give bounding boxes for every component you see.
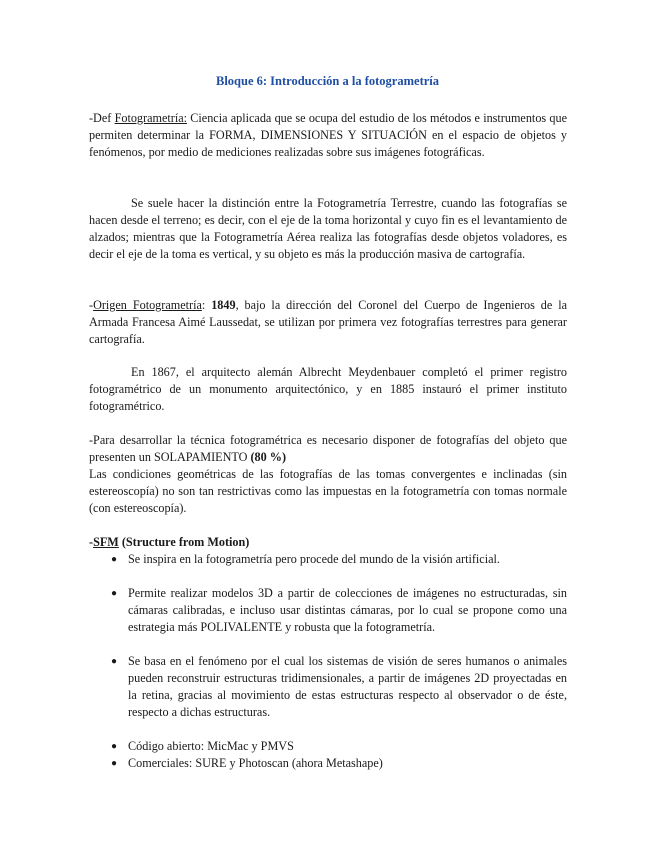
sfm-heading-dash: - (89, 535, 94, 549)
bullet-icon: ● (111, 588, 118, 599)
list-item-text: Código abierto: MicMac y PMVS (128, 739, 294, 753)
overlap-text: -Para desarrollar la técnica fotogramétrica es necesario disponer de fotografías del objeto que presenten un SOLAPAMIENTO (89, 433, 567, 464)
conditions-paragraph: Las condiciones geométricas de las fotografías de las tomas convergentes e inclinadas (sin estereoscopía) no son tan restrictivas como las impuestas en la fotogrametría con tomas normale (con estereoscopía). (89, 467, 567, 515)
list-item-text: Permite realizar modelos 3D a partir de colecciones de imágenes no estructuradas, sin cámaras calibradas, e incluso usar distintas cámaras, por lo cual se propone como una estrategia más POLIVALENTE y robusta que la fotogrametría. (128, 586, 567, 634)
sfm-heading (89, 534, 567, 551)
overlap-paragraph (89, 432, 567, 466)
definition-paragraph (89, 110, 567, 161)
list-item (89, 653, 567, 721)
list-item-text: Se basa en el fenómeno por el cual los sistemas de visión de seres humanos o animales pueden reconstruir estructuras tridimensionales, a partir de imágenes 2D proyectadas en la retina, gracias al movimiento de estas estructuras respecto al observador o de éste, respecto a dichas estructuras. (128, 654, 567, 719)
bullet-icon: ● (111, 758, 118, 769)
list-item (89, 551, 567, 568)
origin-colon: : (201, 298, 212, 312)
bullet-icon: ● (111, 554, 118, 565)
origin-text: , bajo la dirección del Coronel del Cuerpo de Ingenieros de la Armada Francesa Aimé Laussedat, se utilizan por primera vez fotografías terrestres para generar cartografía. (89, 298, 568, 346)
list-item (89, 738, 567, 755)
origin-paragraph (89, 297, 567, 348)
list-item (89, 755, 567, 772)
bullet-icon: ● (111, 656, 118, 667)
meydenbauer-paragraph: En 1867, el arquitecto alemán Albrecht Meydenbauer completó el primer registro fotogramétrico de un monumento arquitectónico, y en 1885 instauró el primer instituto fotogramétrico. (89, 365, 567, 413)
list-item-text: Se inspira en la fotogrametría pero procede del mundo de la visión artificial. (128, 552, 500, 566)
list-item-text: Comerciales: SURE y Photoscan (ahora Metashape) (128, 756, 383, 770)
bullet-icon: ● (111, 741, 118, 752)
overlap-value: (80 %) (250, 450, 287, 464)
list-item (89, 585, 567, 636)
sfm-heading-rest: (Structure from Motion) (118, 535, 250, 549)
document-title: Bloque 6: Introducción a la fotogrametría (215, 74, 440, 88)
definition-term: Fotogrametría: (114, 111, 188, 125)
definition-text: Ciencia aplicada que se ocupa del estudio de los métodos e instrumentos que permiten determinar la FORMA, DIMENSIONES Y SITUACIÓN en el espacio de objetos y fenómenos, por medio de mediciones realizadas sobre sus imágenes fotográficas. (89, 111, 567, 159)
origin-prefix: - (89, 298, 94, 312)
sfm-heading-acronym: SFM (93, 535, 119, 549)
origin-term: Origen Fotogrametría (93, 298, 202, 312)
origin-year: 1849 (211, 298, 236, 312)
distinction-paragraph: Se suele hacer la distinción entre la Fotogrametría Terrestre, cuando las fotografías se hacen desde el terreno; es decir, con el eje de la toma horizontal y cuyo fin es el levantamiento de alzados; mientras que la Fotogrametría Aérea realiza las fotografías desde objetos voladores, es decir el eje de la toma es vertical, y su objeto es más la producción masiva de cartografía. (89, 196, 567, 261)
definition-prefix: -Def (89, 111, 115, 125)
